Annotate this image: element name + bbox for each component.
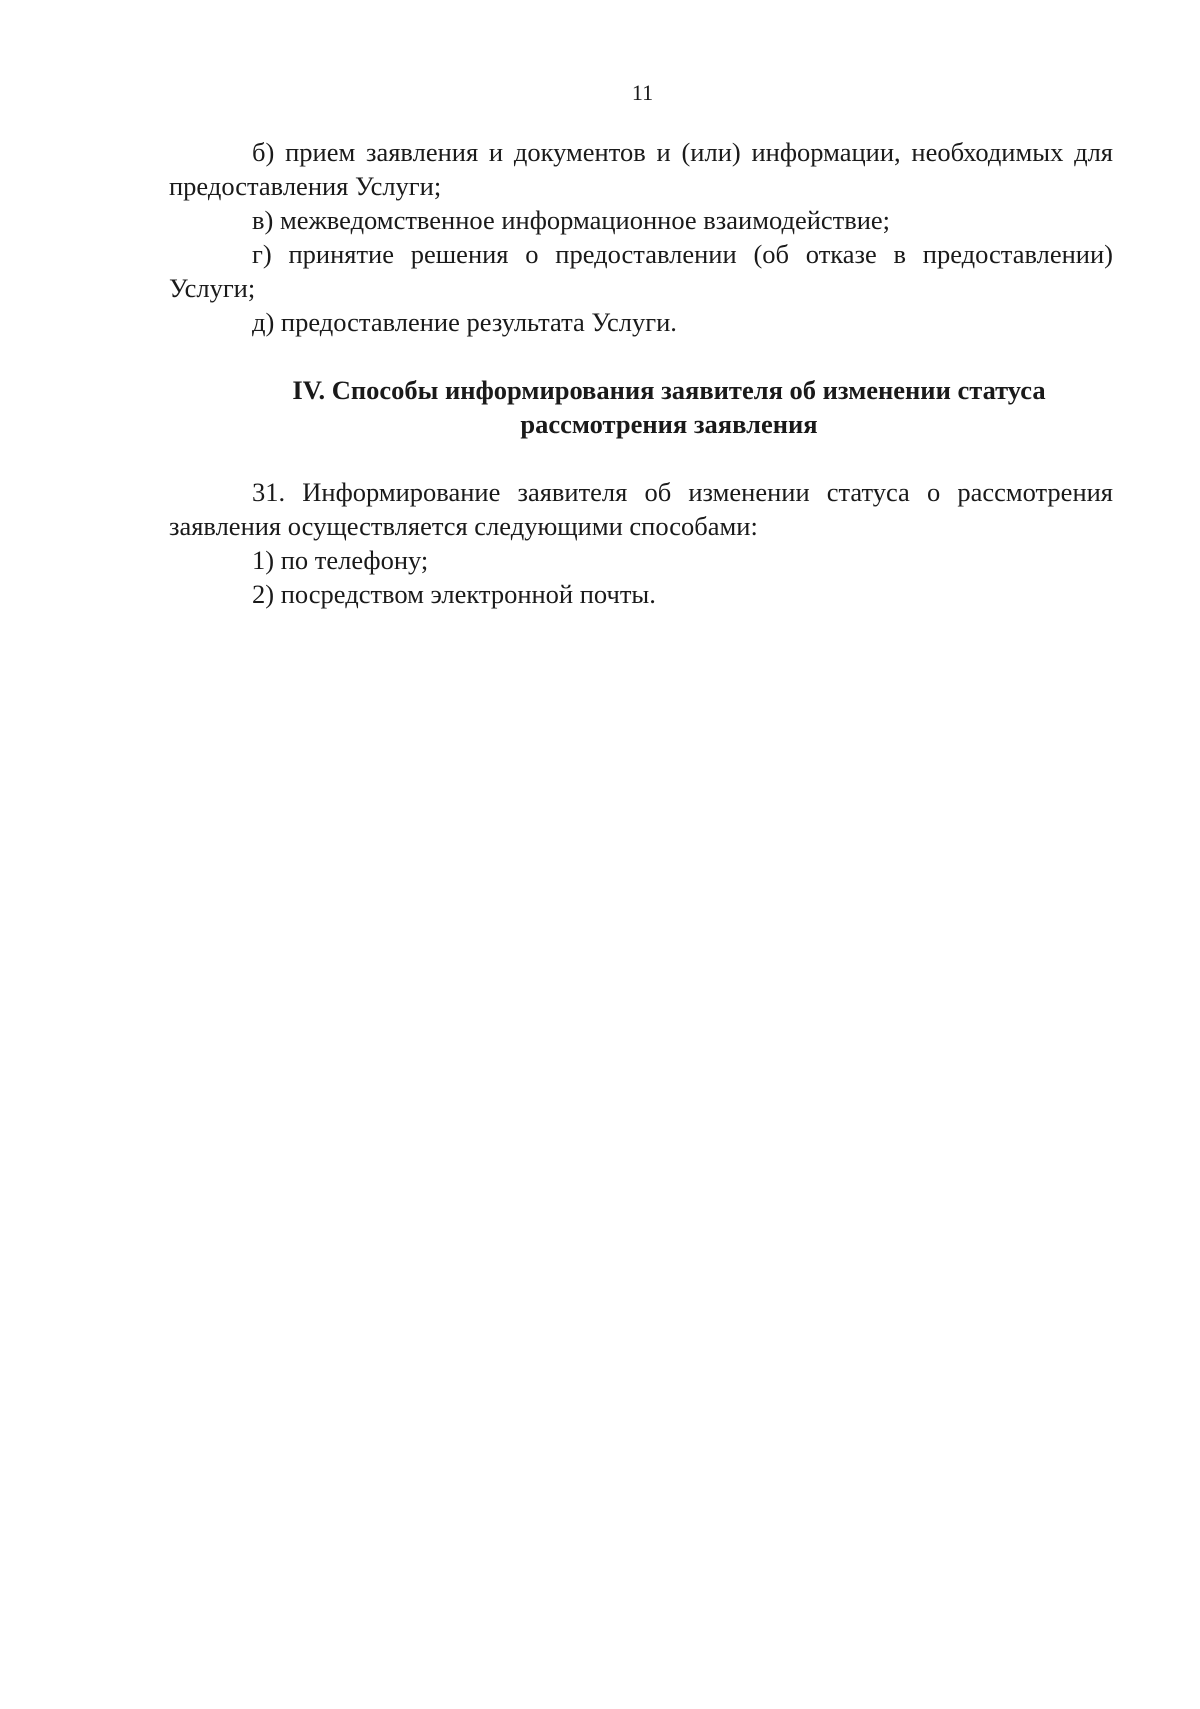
section-heading-line2: рассмотрения заявления — [520, 409, 818, 439]
list-item-v: в) межведомственное информационное взаимодействие; — [252, 205, 891, 235]
document-body — [169, 135, 1113, 611]
list-item-d: д) предоставление результата Услуги. — [252, 307, 677, 337]
section-heading-line1: IV. Способы информирования заявителя об изменении статуса — [292, 375, 1046, 405]
page-number: 11 — [631, 80, 654, 105]
method-item-1: 1) по телефону; — [252, 545, 429, 575]
method-item-2: 2) посредством электронной почты. — [252, 579, 656, 609]
list-item-b: б) прием заявления и документов и (или) информации, необходимых для предоставления Услуги; — [169, 137, 1113, 201]
paragraph-31: 31. Информирование заявителя об изменении статуса о рассмотрения заявления осуществляется следующими способами: — [169, 477, 1113, 541]
section-heading — [169, 373, 1113, 441]
list-item-g: г) принятие решения о предоставлении (об отказе в предоставлении) Услуги; — [169, 239, 1113, 303]
